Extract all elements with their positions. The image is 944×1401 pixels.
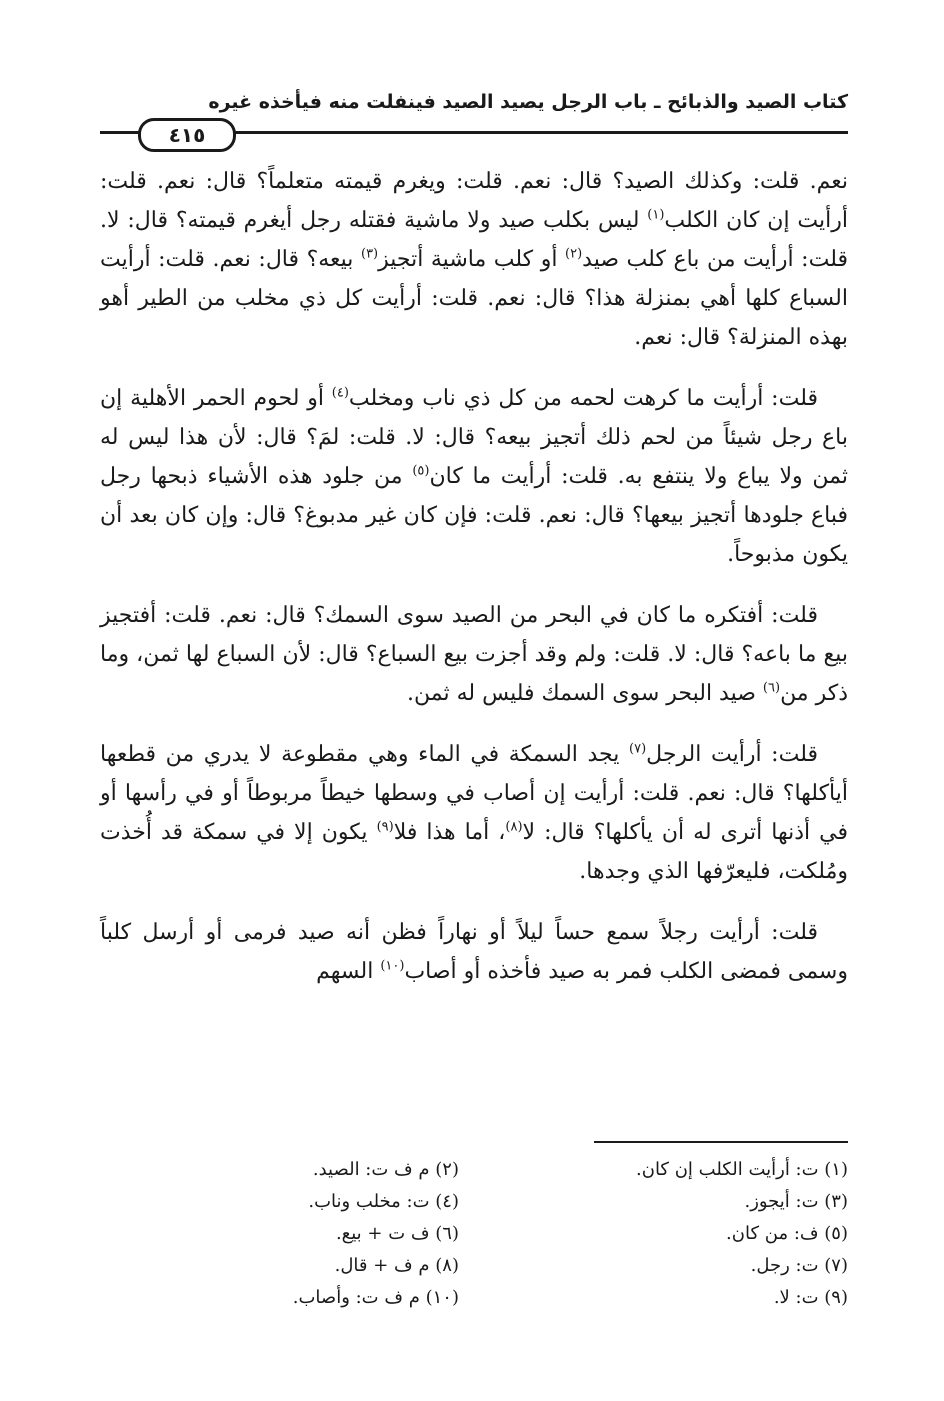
paragraph-text: قلت: أفتكره ما كان في البحر من الصيد سوى السمك؟ قال: نعم. قلت: أفتجيز بيع ما باعه؟ قال: لا. قلت: ولم وقد أجزت بيع السباع؟ قال: لأن السباع لها ثمن، وما ذكر من xyxy=(100,603,848,706)
footnote-reference: (٨) xyxy=(505,819,523,835)
footnote: (٣) ت: أيجوز. xyxy=(744,1191,848,1212)
paragraph-text: أو لحوم الحمر الأهلية إن باع رجل شيئاً من لحم ذلك أتجيز بيعه؟ قال: لا. قلت: لمَ؟ قال: لأن هذا ليس له ثمن ولا يباع ولا ينتفع به. قلت: أرأيت ما كان xyxy=(100,386,849,489)
paragraph-text: نعم. قلت: وكذلك الصيد؟ قال: نعم. قلت: ويغرم قيمته متعلماً؟ قال: نعم. قلت: أرأيت إن كان الكلب xyxy=(100,169,848,233)
footnote-reference: (٩) xyxy=(376,819,394,835)
footnote-reference: (٢) xyxy=(565,246,583,262)
footnote-reference: (١٠) xyxy=(380,958,405,974)
header-rule xyxy=(100,118,848,148)
footnote: (٢) م ف ت: الصيد. xyxy=(312,1159,459,1180)
paragraph-text: أو كلب ماشية أتجيز xyxy=(378,247,565,272)
paragraph-text: السهم xyxy=(316,959,381,984)
paragraph xyxy=(100,162,848,357)
footnote: (١) ت: أرأيت الكلب إن كان. xyxy=(636,1159,848,1180)
footnotes xyxy=(100,1154,848,1314)
paragraph xyxy=(100,735,848,891)
paragraph xyxy=(100,379,848,574)
paragraph-text: ، أما هذا فلا xyxy=(393,820,506,845)
footnote: (٦) ف ت + بيع. xyxy=(335,1223,459,1244)
paragraph-text: يكون إلا في سمكة قد أُخذت ومُلكت، فليعرّفها الذي وجدها. xyxy=(100,820,848,884)
paragraph-text: ليس بكلب صيد ولا ماشية فقتله رجل أيغرم قيمته؟ قال: لا. قلت: أرأيت من باع كلب صيد xyxy=(100,208,848,272)
paragraph-text: يجد السمكة في الماء وهي مقطوعة لا يدري من قطعها أيأكلها؟ قال: نعم. قلت: أرأيت إن أصاب في وسطها خيطاً مربوطاً أو في رأسها أو في أذنها أترى له أن يأكلها؟ قال: لا xyxy=(100,742,849,845)
paragraph-text: قلت: أرأيت الرجل xyxy=(646,742,818,767)
footnote: (٨) م ف + قال. xyxy=(334,1255,459,1276)
footnote-reference: (١) xyxy=(647,207,665,223)
paragraph-text: صيد البحر سوى السمك فليس له ثمن. xyxy=(407,681,763,706)
footnote: (٤) ت: مخلب وناب. xyxy=(308,1191,459,1212)
paragraph-text: من جلود هذه الأشياء ذبحها رجل فباع جلودها أتجيز بيعها؟ قال: نعم. قلت: فإن كان غير مدبوغ؟ قال: وإن كان بعد أن يكون مذبوحاً. xyxy=(100,464,848,567)
footnote-reference: (٤) xyxy=(331,385,349,401)
body-text xyxy=(100,162,848,1013)
paragraph-text: قلت: أرأيت ما كرهت لحمه من كل ذي ناب ومخلب xyxy=(348,386,818,411)
footnote-reference: (٣) xyxy=(360,246,379,262)
footnote: (٥) ف: من كان. xyxy=(726,1223,848,1244)
running-header: كتاب الصيد والذبائح ـ باب الرجل يصيد الصيد فينفلت منه فيأخذه غيره xyxy=(208,91,848,113)
footnote: (٧) ت: رجل. xyxy=(750,1255,848,1276)
paragraph xyxy=(100,596,848,713)
footnote-reference: (٧) xyxy=(629,741,647,757)
paragraph-text: قلت: أرأيت رجلاً سمع حساً ليلاً أو نهاراً فظن أنه صيد فرمى أو أرسل كلباً وسمى فمضى الكلب فمر به صيد فأخذه أو أصاب xyxy=(100,920,848,984)
footnote-separator xyxy=(594,1141,848,1143)
paragraph-text: بيعه؟ قال: نعم. قلت: أرأيت السباع كلها أهي بمنزلة هذا؟ قال: نعم. قلت: أرأيت كل ذي مخلب من الطير أهو بهذه المنزلة؟ قال: نعم. xyxy=(100,247,848,350)
footnote: (٩) ت: لا. xyxy=(773,1287,848,1308)
paragraph xyxy=(100,913,848,991)
page-number: ٤١٥ xyxy=(138,118,236,152)
footnote-reference: (٦) xyxy=(762,680,781,696)
footnote: (١٠) م ف ت: وأصاب. xyxy=(292,1287,459,1308)
footnote-reference: (٥) xyxy=(412,463,430,479)
